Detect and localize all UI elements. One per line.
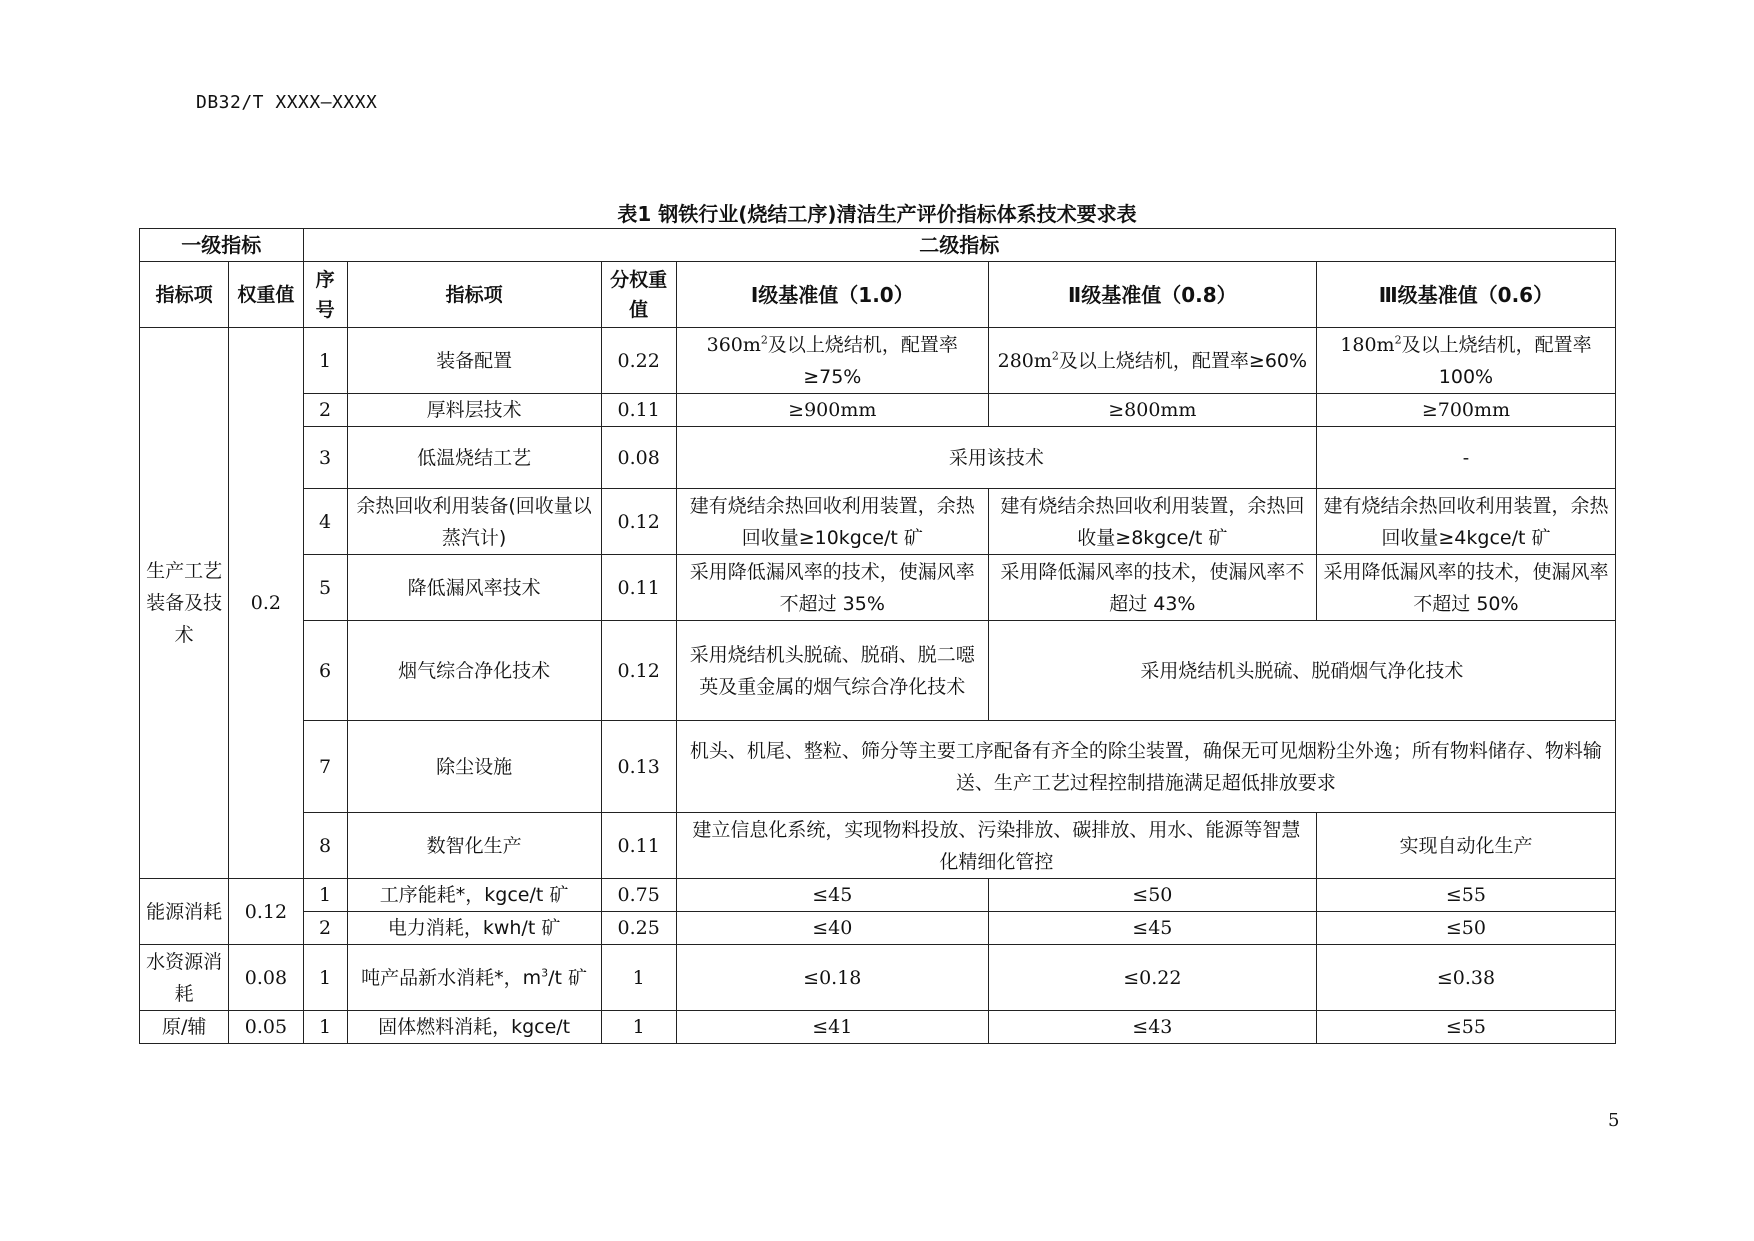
- row-sub-weight: 0.25: [601, 912, 676, 945]
- row-level3-value: 采用降低漏风率的技术，使漏风率不超过 50%: [1316, 555, 1615, 621]
- row-seq: 8: [303, 813, 347, 879]
- header-level1-benchmark: Ⅰ级基准值（1.0）: [676, 262, 988, 328]
- row-seq: 1: [303, 328, 347, 394]
- header-weight: 权重值: [229, 262, 303, 328]
- table-row: [140, 394, 1616, 427]
- row-sub-weight: 0.22: [601, 328, 676, 394]
- row-sub-weight: 0.08: [601, 427, 676, 489]
- row-level3-value: 实现自动化生产: [1316, 813, 1615, 879]
- row-level2-value: 采用降低漏风率的技术，使漏风率不超过 43%: [988, 555, 1316, 621]
- group-energy-weight: 0.12: [229, 879, 303, 945]
- table-row: [140, 621, 1616, 721]
- row-level3-value: ≤55: [1316, 1011, 1615, 1044]
- document-code: DB32/T XXXX—XXXX: [196, 92, 378, 113]
- row-sub-weight: 1: [601, 1011, 676, 1044]
- table-title: 表1 钢铁行业(烧结工序)清洁生产评价指标体系技术要求表: [617, 202, 1137, 226]
- row-level2-value: $280m^2$及以上烧结机，配置率≥60%: [988, 328, 1316, 394]
- row-item: 工序能耗*，kgce/t 矿: [347, 879, 601, 912]
- row-level1-value: $360m^2$及以上烧结机，配置率≥75%: [676, 328, 988, 394]
- header-level1-indicator: 一级指标: [140, 229, 304, 262]
- table-row: [140, 328, 1616, 394]
- row-level1-value: 采用降低漏风率的技术，使漏风率不超过 35%: [676, 555, 988, 621]
- row-level2-value: ≤43: [988, 1011, 1316, 1044]
- table-row: [140, 945, 1616, 1011]
- standards-table: [139, 228, 1616, 1044]
- row-sub-weight: 0.11: [601, 394, 676, 427]
- group-energy-name: 能源消耗: [140, 879, 229, 945]
- row-sub-weight: 0.13: [601, 721, 676, 813]
- header-sub-weight: 分权重值: [601, 262, 676, 328]
- row-level1-value: ≤45: [676, 879, 988, 912]
- group-production-name: 生产工艺装备及技术: [140, 328, 229, 879]
- group-raw-weight: 0.05: [229, 1011, 303, 1044]
- table-row: [140, 813, 1616, 879]
- row-seq: 1: [303, 1011, 347, 1044]
- row-item: 余热回收利用装备(回收量以蒸汽计): [347, 489, 601, 555]
- table-row: [140, 489, 1616, 555]
- row-level1-value: ≤41: [676, 1011, 988, 1044]
- row-level1-2-value: 采用该技术: [676, 427, 1316, 489]
- row-item: 固体燃料消耗，kgce/t: [347, 1011, 601, 1044]
- row-item: 降低漏风率技术: [347, 555, 601, 621]
- table-row: [140, 427, 1616, 489]
- row-sub-weight: 0.11: [601, 813, 676, 879]
- header-seq: 序号: [303, 262, 347, 328]
- row-item: 电力消耗，kwh/t 矿: [347, 912, 601, 945]
- row-sub-weight: 0.75: [601, 879, 676, 912]
- header-level2-indicator: 二级指标: [303, 229, 1615, 262]
- table-row: [140, 912, 1616, 945]
- table-row: [140, 879, 1616, 912]
- table-row: [140, 1011, 1616, 1044]
- row-sub-weight: 0.11: [601, 555, 676, 621]
- row-level1-value: 建有烧结余热回收利用装置，余热回收量≥10kgce/t 矿: [676, 489, 988, 555]
- row-level1-2-value: 建立信息化系统，实现物料投放、污染排放、碳排放、用水、能源等智慧化精细化管控: [676, 813, 1316, 879]
- row-level3-value: 建有烧结余热回收利用装置，余热回收量≥4kgce/t 矿: [1316, 489, 1615, 555]
- row-level2-value: ≥800mm: [988, 394, 1316, 427]
- row-seq: 2: [303, 912, 347, 945]
- row-seq: 3: [303, 427, 347, 489]
- group-water-name: 水资源消耗: [140, 945, 229, 1011]
- row-seq: 2: [303, 394, 347, 427]
- row-level3-value: ≥700mm: [1316, 394, 1615, 427]
- row-level1-value: ≤0.18: [676, 945, 988, 1011]
- row-all-levels-value: 机头、机尾、整粒、筛分等主要工序配备有齐全的除尘装置，确保无可见烟粉尘外逸；所有物料储存、物料输送、生产工艺过程控制措施满足超低排放要求: [676, 721, 1615, 813]
- row-item: 烟气综合净化技术: [347, 621, 601, 721]
- header-item: 指标项: [347, 262, 601, 328]
- row-level3-value: -: [1316, 427, 1615, 489]
- row-sub-weight: 0.12: [601, 489, 676, 555]
- row-level2-value: ≤50: [988, 879, 1316, 912]
- row-level2-value: ≤0.22: [988, 945, 1316, 1011]
- row-item: 低温烧结工艺: [347, 427, 601, 489]
- row-seq: 1: [303, 879, 347, 912]
- row-level3-value: ≤55: [1316, 879, 1615, 912]
- row-level2-value: ≤45: [988, 912, 1316, 945]
- row-level3-value: $180m^2$及以上烧结机，配置率100%: [1316, 328, 1615, 394]
- table-row: [140, 721, 1616, 813]
- header-row-groups: [140, 229, 1616, 262]
- row-sub-weight: 0.12: [601, 621, 676, 721]
- row-seq: 5: [303, 555, 347, 621]
- row-level2-3-value: 采用烧结机头脱硫、脱硝烟气净化技术: [988, 621, 1615, 721]
- row-item: 数智化生产: [347, 813, 601, 879]
- header-level2-benchmark: Ⅱ级基准值（0.8）: [988, 262, 1316, 328]
- row-level1-value: ≥900mm: [676, 394, 988, 427]
- header-row-columns: [140, 262, 1616, 328]
- row-item: 除尘设施: [347, 721, 601, 813]
- row-item: 装备配置: [347, 328, 601, 394]
- row-sub-weight: 1: [601, 945, 676, 1011]
- header-indicator: 指标项: [140, 262, 229, 328]
- row-level2-value: 建有烧结余热回收利用装置，余热回收量≥8kgce/t 矿: [988, 489, 1316, 555]
- row-level1-value: ≤40: [676, 912, 988, 945]
- table-row: [140, 555, 1616, 621]
- header-level3-benchmark: Ⅲ级基准值（0.6）: [1316, 262, 1615, 328]
- row-seq: 4: [303, 489, 347, 555]
- row-item: 吨产品新水消耗*，$m^3/t$ 矿: [347, 945, 601, 1011]
- group-water-weight: 0.08: [229, 945, 303, 1011]
- group-raw-name: 原/辅: [140, 1011, 229, 1044]
- page-number: 5: [1608, 1110, 1620, 1131]
- group-production-weight: 0.2: [229, 328, 303, 879]
- row-level3-value: ≤0.38: [1316, 945, 1615, 1011]
- row-seq: 6: [303, 621, 347, 721]
- row-level3-value: ≤50: [1316, 912, 1615, 945]
- row-item: 厚料层技术: [347, 394, 601, 427]
- row-seq: 1: [303, 945, 347, 1011]
- row-level1-value: 采用烧结机头脱硫、脱硝、脱二噁英及重金属的烟气综合净化技术: [676, 621, 988, 721]
- row-seq: 7: [303, 721, 347, 813]
